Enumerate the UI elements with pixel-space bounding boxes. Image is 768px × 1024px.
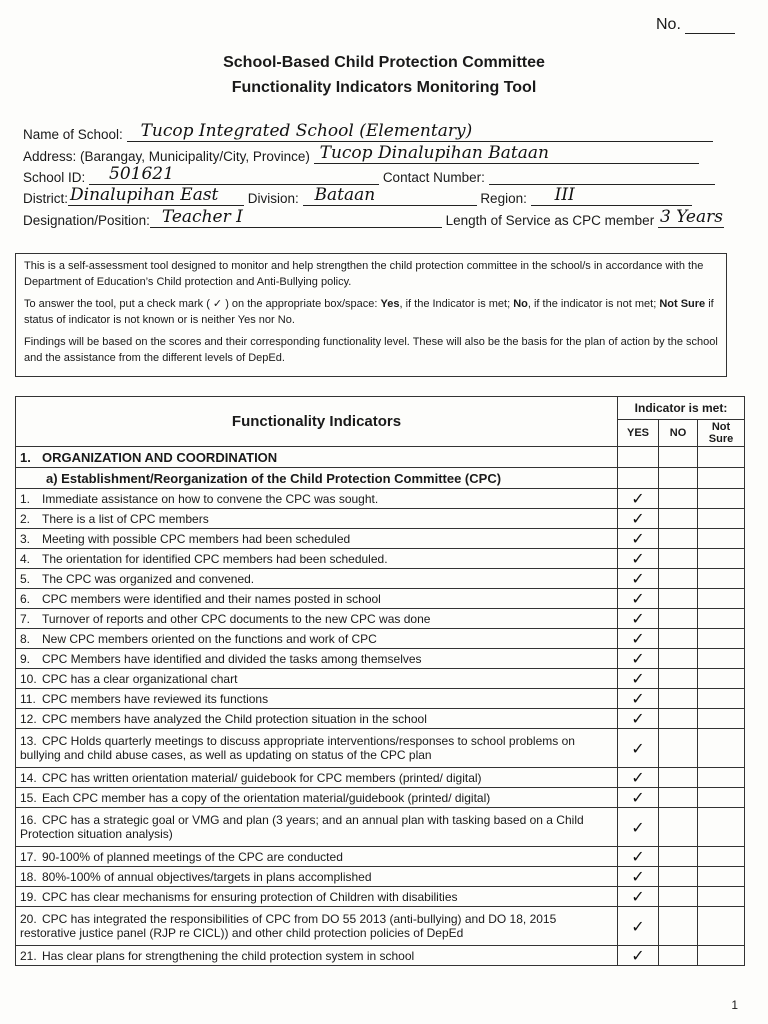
indicator-text: Turnover of reports and other CPC documents to the new CPC was done [42,611,431,626]
division-label: Division: [247,191,299,206]
form-title-line2: Functionality Indicators Monitoring Tool [231,79,537,96]
indicator-cell [16,808,618,847]
not-sure-checkbox-cell[interactable] [698,887,745,907]
yes-checkbox-cell[interactable] [618,689,659,709]
indicator-rows [16,489,745,966]
indicator-cell [16,649,618,669]
service-value: 3 Years [659,207,723,227]
not-sure-checkbox-cell[interactable] [698,689,745,709]
check-mark: ✓ [631,489,645,508]
col-no-header: NO [659,420,698,447]
indicator-cell [16,569,618,589]
table-row [16,669,745,689]
yes-checkbox-cell[interactable] [618,808,659,847]
division-value: Bataan [314,185,376,205]
district-value: Dinalupihan East [70,185,219,205]
check-mark: ✓ [631,649,645,668]
section-number: 1. [20,449,31,465]
yes-checkbox-cell[interactable] [618,589,659,609]
check-mark: ✓ [631,709,645,728]
no-checkbox-cell[interactable] [659,768,698,788]
form-title-line1: School-Based Child Protection Committee [223,54,545,71]
no-checkbox-cell[interactable] [659,629,698,649]
no-checkbox-cell[interactable] [659,509,698,529]
school-id-row [23,164,715,185]
no-checkbox-cell[interactable] [659,907,698,946]
no-checkbox-cell[interactable] [659,589,698,609]
not-sure-checkbox-cell[interactable] [698,569,745,589]
check-mark: ✓ [631,817,645,837]
indicator-number: 8. [20,631,31,646]
check-mark: ✓ [631,609,645,628]
indicator-number: 14. [20,770,37,785]
indicator-number: 17. [20,849,37,864]
indicator-cell [16,529,618,549]
designation-row [23,207,724,228]
no-checkbox-cell[interactable] [659,709,698,729]
table-row [16,689,745,709]
check-mark: ✓ [631,589,645,608]
instructions-p2-d: if status of indicator is not known or is neither Yes nor No. [24,298,714,326]
table-row [16,729,745,768]
no-checkbox-cell[interactable] [659,946,698,966]
check-mark: ✓ [631,916,645,936]
table-row [16,887,745,907]
section-yes-cell [618,447,659,468]
not-sure-checkbox-cell[interactable] [698,907,745,946]
not-sure-checkbox-cell[interactable] [698,529,745,549]
school-name-value: Tucop Integrated School (Elementary) [140,121,473,141]
check-mark: ✓ [631,549,645,568]
subsection-yes-cell [618,468,659,489]
table-row [16,768,745,788]
instructions-para-1: This is a self-assessment tool designed to monitor and help strengthen the child protection committee in the school/s in accordance with the Department of Education’s Child protection and Anti-Bullying policy. [24,260,704,288]
region-value: III [554,185,575,205]
subsection-heading: a) Establishment/Reorganization of the Child Protection Committee (CPC) [16,468,618,489]
district-field[interactable] [68,185,244,206]
region-field[interactable] [531,185,692,206]
yes-checkbox-cell[interactable] [618,649,659,669]
yes-checkbox-cell[interactable] [618,629,659,649]
yes-checkbox-cell[interactable] [618,549,659,569]
check-mark: ✓ [631,569,645,588]
no-checkbox-cell[interactable] [659,729,698,768]
not-sure-checkbox-cell[interactable] [698,946,745,966]
indicator-cell [16,609,618,629]
indicator-text: CPC has integrated the responsibilities of CPC from DO 55 2013 (anti-bullying) and DO 18, 2015 restorative justice panel (RJP re CICL)) and other child protection policies of DepEd [20,912,557,940]
indicator-table-title: Functionality Indicators [16,397,618,447]
no-checkbox-cell[interactable] [659,569,698,589]
indicator-number: 10. [20,671,37,686]
subsection-ns-cell [698,468,745,489]
form-number-label: No. [656,16,681,33]
not-sure-checkbox-cell[interactable] [698,549,745,569]
instructions-para-2 [24,296,718,328]
indicator-cell [16,629,618,649]
not-sure-checkbox-cell[interactable] [698,709,745,729]
yes-checkbox-cell[interactable] [618,709,659,729]
indicator-cell [16,887,618,907]
table-row [16,946,745,966]
division-field[interactable] [303,185,477,206]
indicator-number: 19. [20,889,37,904]
table-row [16,529,745,549]
district-row [23,185,692,206]
table-row [16,489,745,509]
contact-field[interactable] [489,169,715,185]
indicator-cell [16,709,618,729]
indicator-text: CPC members were identified and their names posted in school [42,591,381,606]
school-name-field[interactable] [127,121,713,142]
yes-checkbox-cell[interactable] [618,768,659,788]
indicator-cell [16,589,618,609]
indicator-number: 5. [20,571,31,586]
indicator-text: CPC has a strategic goal or VMG and plan (3 years; and an annual plan with tasking based on a Child Protection situation analysis) [20,813,584,841]
not-sure-checkbox-cell[interactable] [698,649,745,669]
indicator-text: CPC Holds quarterly meetings to discuss appropriate interventions/responses to school problems on bullying and child abuse cases, as well as updating on status of the CPC plan [20,734,575,762]
not-sure-checkbox-cell[interactable] [698,729,745,768]
not-sure-checkbox-cell[interactable] [698,788,745,808]
table-row [16,549,745,569]
indicator-number: 9. [20,651,31,666]
no-checkbox-cell[interactable] [659,649,698,669]
yes-checkbox-cell[interactable] [618,569,659,589]
table-row [16,589,745,609]
table-row [16,569,745,589]
indicator-cell [16,729,618,768]
indicator-number: 3. [20,531,31,546]
address-label: Address: (Barangay, Municipality/City, Province) [23,149,310,164]
section-no-cell [659,447,698,468]
indicator-cell [16,768,618,788]
yes-checkbox-cell[interactable] [618,788,659,808]
yes-checkbox-cell[interactable] [618,609,659,629]
section-title: ORGANIZATION AND COORDINATION [42,449,278,465]
indicator-number: 21. [20,948,37,963]
no-checkbox-cell[interactable] [659,489,698,509]
no-checkbox-cell[interactable] [659,847,698,867]
table-row [16,649,745,669]
not-sure-checkbox-cell[interactable] [698,847,745,867]
indicator-text: Has clear plans for strengthening the child protection system in school [42,948,415,963]
check-mark: ✓ [631,738,645,758]
not-sure-checkbox-cell[interactable] [698,629,745,649]
school-id-label: School ID: [23,170,86,185]
no-checkbox-cell[interactable] [659,808,698,847]
indicator-number: 15. [20,790,37,805]
indicator-cell [16,509,618,529]
yes-checkbox-cell[interactable] [618,669,659,689]
service-label: Length of Service as CPC member [445,213,655,228]
check-mark: ✓ [631,867,645,886]
check-mark: ✓ [631,946,645,965]
indicator-text: There is a list of CPC members [42,511,209,526]
no-checkbox-cell[interactable] [659,669,698,689]
check-mark: ✓ [631,509,645,528]
indicator-number: 16. [20,813,37,827]
table-row [16,509,745,529]
no-checkbox-cell[interactable] [659,529,698,549]
indicator-cell [16,489,618,509]
not-sure-checkbox-cell[interactable] [698,808,745,847]
indicator-number: 1. [20,491,31,506]
not-sure-checkbox-cell[interactable] [698,867,745,887]
indicator-text: CPC has a clear organizational chart [42,671,238,686]
check-mark: ✓ [631,847,645,866]
form-number-blank[interactable] [685,19,735,34]
indicator-cell [16,907,618,946]
col-not-sure-header: Not Sure [698,420,745,447]
yes-checkbox-cell[interactable] [618,946,659,966]
indicator-cell [16,788,618,808]
table-row [16,609,745,629]
indicator-text: The CPC was organized and convened. [42,571,255,586]
subsection-no-cell [659,468,698,489]
indicator-number: 6. [20,591,31,606]
indicator-number: 4. [20,551,31,566]
service-field[interactable] [658,207,724,228]
check-mark: ✓ [631,629,645,648]
not-sure-checkbox-cell[interactable] [698,768,745,788]
indicator-number: 11. [20,691,36,706]
instructions-p2-ns: Not Sure [659,298,706,310]
indicator-table [15,396,745,966]
school-name-label: Name of School: [23,127,123,142]
no-checkbox-cell[interactable] [659,689,698,709]
contact-label: Contact Number: [382,170,485,185]
form-number [656,16,735,34]
yes-checkbox-cell[interactable] [618,887,659,907]
no-checkbox-cell[interactable] [659,887,698,907]
indicator-number: 12. [20,711,37,726]
indicator-text: Immediate assistance on how to convene the CPC was sought. [42,491,379,506]
not-sure-checkbox-cell[interactable] [698,509,745,529]
instructions-para-3: Findings will be based on the scores and their corresponding functionality level. These will also be the basis for the plan of action by the school and the assistance from the different levels of DepEd. [24,336,718,364]
indicator-text: CPC Members have identified and divided the tasks among themselves [42,651,422,666]
indicator-text: 80%-100% of annual objectives/targets in plans accomplished [42,869,372,884]
designation-value: Teacher I [161,207,243,227]
designation-field[interactable] [150,207,442,228]
indicator-text: CPC members have reviewed its functions [42,691,269,706]
indicator-cell [16,847,618,867]
indicator-cell [16,946,618,966]
school-name-row [23,121,713,142]
indicator-met-header: Indicator is met: [618,397,745,420]
indicator-text: Meeting with possible CPC members had been scheduled [42,531,351,546]
section-ns-cell [698,447,745,468]
yes-checkbox-cell[interactable] [618,509,659,529]
instructions-p2-c: , if the indicator is not met; [527,298,660,310]
indicator-number: 7. [20,611,31,626]
table-row [16,788,745,808]
indicator-text: Each CPC member has a copy of the orientation material/guidebook (printed/ digital) [42,790,491,805]
indicator-text: CPC members have analyzed the Child protection situation in the school [42,711,427,726]
yes-checkbox-cell[interactable] [618,907,659,946]
table-row [16,867,745,887]
instructions-p2-no: No [513,298,528,310]
no-checkbox-cell[interactable] [659,867,698,887]
not-sure-checkbox-cell[interactable] [698,609,745,629]
indicator-number: 2. [20,511,31,526]
no-checkbox-cell[interactable] [659,549,698,569]
check-mark: ✓ [631,689,645,708]
table-row [16,847,745,867]
check-mark: ✓ [631,788,645,807]
check-mark: ✓ [631,768,645,787]
indicator-text: New CPC members oriented on the functions and work of CPC [42,631,377,646]
table-row [16,907,745,946]
indicator-text: 90-100% of planned meetings of the CPC are conducted [42,849,343,864]
yes-checkbox-cell[interactable] [618,867,659,887]
indicator-cell [16,669,618,689]
section-heading [16,447,618,468]
indicator-number: 13. [20,734,37,748]
district-label: District: [23,191,68,206]
table-row [16,709,745,729]
yes-checkbox-cell[interactable] [618,489,659,509]
check-mark: ✓ [631,669,645,688]
indicator-cell [16,689,618,709]
table-row [16,808,745,847]
not-sure-checkbox-cell[interactable] [698,589,745,609]
not-sure-checkbox-cell[interactable] [698,669,745,689]
address-value: Tucop Dinalupihan Bataan [319,143,549,163]
no-checkbox-cell[interactable] [659,788,698,808]
yes-checkbox-cell[interactable] [618,847,659,867]
indicator-number: 20. [20,912,37,926]
indicator-text: CPC has written orientation material/ guidebook for CPC members (printed/ digital) [42,770,482,785]
address-row [23,143,699,164]
not-sure-checkbox-cell[interactable] [698,489,745,509]
table-row [16,629,745,649]
page-number: 1 [731,998,738,1012]
instructions-p2-a: To answer the tool, put a check mark ( ✓ ) on the appropriate box/space: [24,298,381,310]
school-id-field[interactable] [89,164,379,185]
yes-checkbox-cell[interactable] [618,729,659,768]
instructions-p2-b: , if the Indicator is met; [399,298,514,310]
col-yes-header: YES [618,420,659,447]
region-label: Region: [480,191,527,206]
address-field[interactable] [314,143,699,164]
instructions-box [15,253,727,377]
instructions-p2-yes: Yes [380,298,400,310]
indicator-number: 18. [20,869,37,884]
indicator-text: The orientation for identified CPC members had been scheduled. [42,551,388,566]
school-id-value: 501621 [109,164,174,184]
yes-checkbox-cell[interactable] [618,529,659,549]
indicator-cell [16,549,618,569]
no-checkbox-cell[interactable] [659,609,698,629]
check-mark: ✓ [631,529,645,548]
indicator-text: CPC has clear mechanisms for ensuring protection of Children with disabilities [42,889,458,904]
check-mark: ✓ [631,887,645,906]
designation-label: Designation/Position: [23,213,150,228]
indicator-cell [16,867,618,887]
